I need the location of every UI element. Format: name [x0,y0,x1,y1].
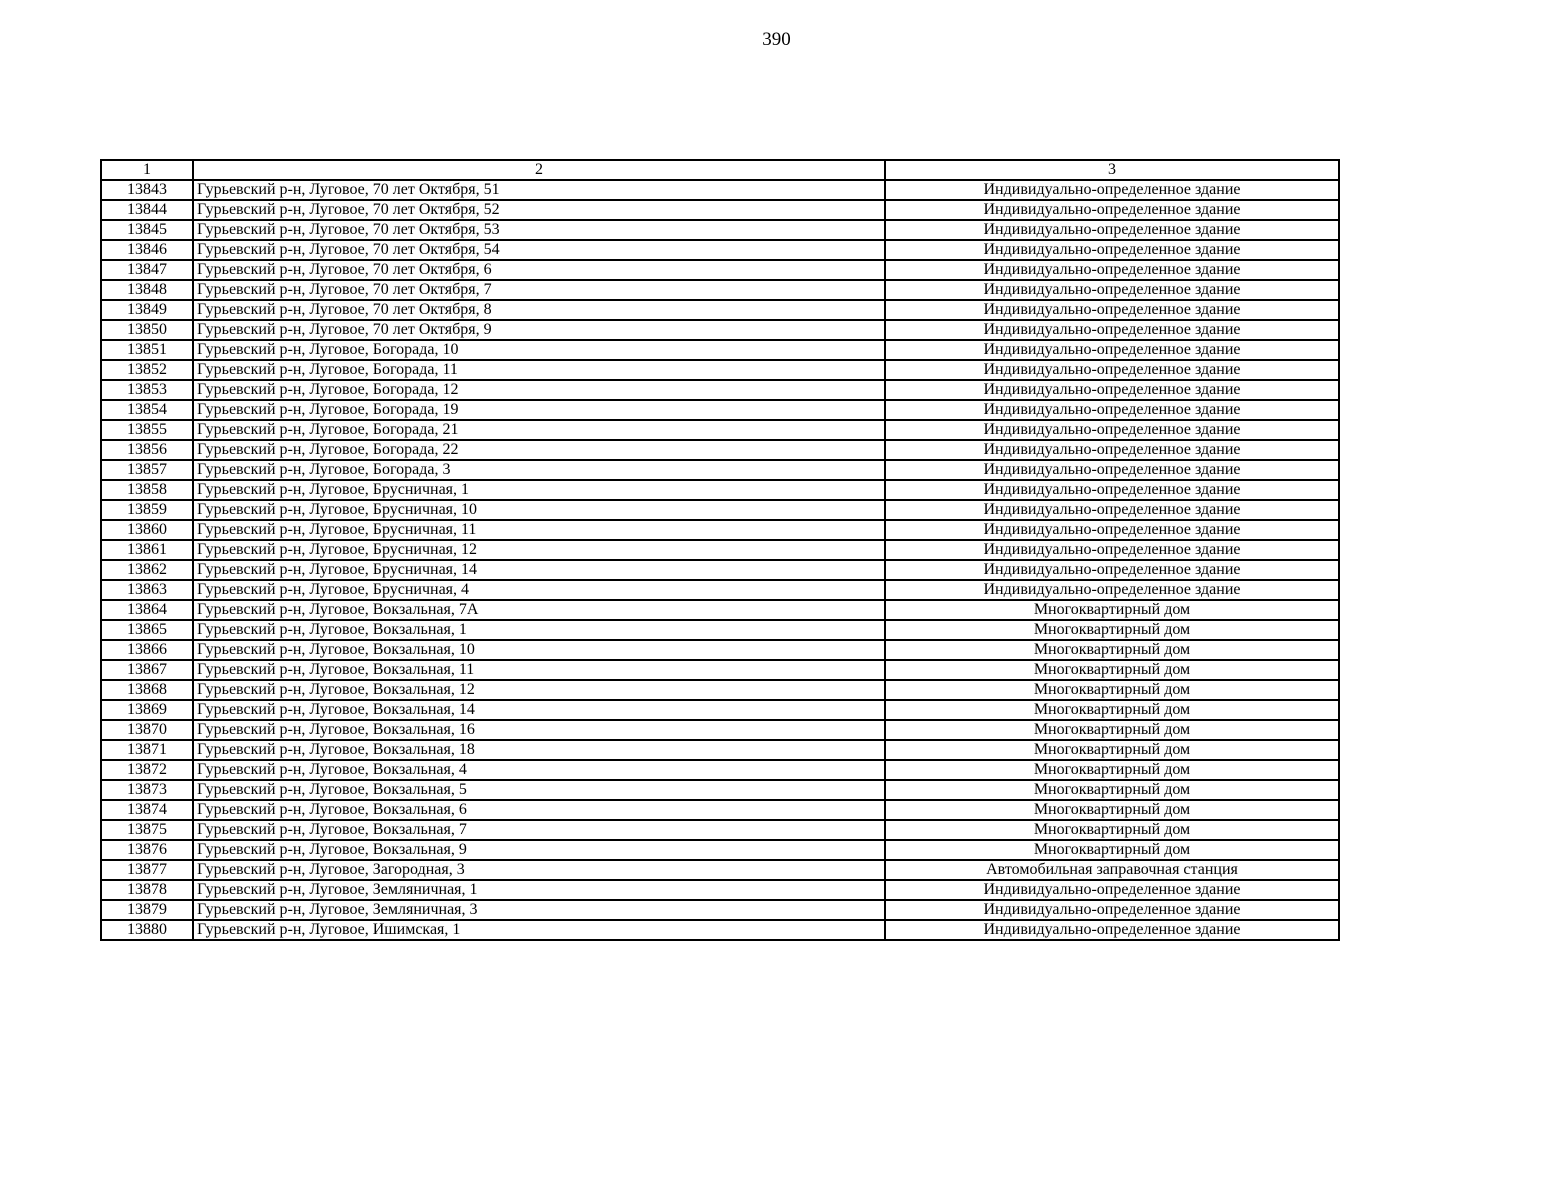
cell-address: Гурьевский р-н, Луговое, Вокзальная, 4 [193,760,885,780]
header-col-3: 3 [885,160,1339,180]
cell-object-type: Индивидуально-определенное здание [885,320,1339,340]
cell-number: 13865 [101,620,193,640]
cell-address: Гурьевский р-н, Луговое, Богорада, 12 [193,380,885,400]
table-row [101,440,1339,460]
cell-address: Гурьевский р-н, Луговое, Земляничная, 1 [193,880,885,900]
cell-address: Гурьевский р-н, Луговое, Брусничная, 14 [193,560,885,580]
cell-number: 13847 [101,260,193,280]
cell-number: 13855 [101,420,193,440]
cell-number: 13844 [101,200,193,220]
cell-address: Гурьевский р-н, Луговое, 70 лет Октября, 9 [193,320,885,340]
cell-address: Гурьевский р-н, Луговое, Вокзальная, 16 [193,720,885,740]
cell-address: Гурьевский р-н, Луговое, Богорада, 22 [193,440,885,460]
cell-number: 13879 [101,900,193,920]
cell-number: 13846 [101,240,193,260]
cell-number: 13848 [101,280,193,300]
cell-address: Гурьевский р-н, Луговое, Вокзальная, 1 [193,620,885,640]
cell-address: Гурьевский р-н, Луговое, Вокзальная, 6 [193,800,885,820]
cell-object-type: Индивидуально-определенное здание [885,220,1339,240]
cell-number: 13874 [101,800,193,820]
cell-object-type: Индивидуально-определенное здание [885,880,1339,900]
table-row [101,600,1339,620]
table-row [101,640,1339,660]
cell-number: 13851 [101,340,193,360]
cell-address: Гурьевский р-н, Луговое, 70 лет Октября, 52 [193,200,885,220]
cell-number: 13859 [101,500,193,520]
cell-address: Гурьевский р-н, Луговое, 70 лет Октября, 8 [193,300,885,320]
table-row [101,580,1339,600]
cell-address: Гурьевский р-н, Луговое, Богорада, 11 [193,360,885,380]
cell-number: 13878 [101,880,193,900]
table-row [101,860,1339,880]
cell-object-type: Многоквартирный дом [885,740,1339,760]
table-row [101,660,1339,680]
cell-address: Гурьевский р-н, Луговое, Вокзальная, 7 [193,820,885,840]
cell-object-type: Многоквартирный дом [885,660,1339,680]
cell-address: Гурьевский р-н, Луговое, Вокзальная, 5 [193,780,885,800]
cell-object-type: Многоквартирный дом [885,780,1339,800]
header-col-1: 1 [101,160,193,180]
cell-number: 13856 [101,440,193,460]
cell-address: Гурьевский р-н, Луговое, Вокзальная, 7А [193,600,885,620]
cell-object-type: Многоквартирный дом [885,760,1339,780]
table-row [101,820,1339,840]
cell-object-type: Индивидуально-определенное здание [885,400,1339,420]
cell-object-type: Индивидуально-определенное здание [885,460,1339,480]
cell-address: Гурьевский р-н, Луговое, Брусничная, 11 [193,520,885,540]
cell-address: Гурьевский р-н, Луговое, Богорада, 21 [193,420,885,440]
cell-object-type: Индивидуально-определенное здание [885,180,1339,200]
cell-address: Гурьевский р-н, Луговое, Земляничная, 3 [193,900,885,920]
cell-object-type: Индивидуально-определенное здание [885,480,1339,500]
table-row [101,380,1339,400]
cell-number: 13850 [101,320,193,340]
header-col-2: 2 [193,160,885,180]
cell-number: 13869 [101,700,193,720]
table-row [101,800,1339,820]
header-row [101,160,1339,180]
table-row [101,180,1339,200]
cell-number: 13868 [101,680,193,700]
table-row [101,360,1339,380]
cell-number: 13858 [101,480,193,500]
cell-address: Гурьевский р-н, Луговое, Брусничная, 10 [193,500,885,520]
cell-number: 13862 [101,560,193,580]
cell-object-type: Многоквартирный дом [885,720,1339,740]
cell-address: Гурьевский р-н, Луговое, Брусничная, 4 [193,580,885,600]
cell-number: 13880 [101,920,193,940]
cell-object-type: Индивидуально-определенное здание [885,920,1339,940]
cell-object-type: Индивидуально-определенное здание [885,260,1339,280]
table-row [101,760,1339,780]
cell-number: 13877 [101,860,193,880]
cell-object-type: Индивидуально-определенное здание [885,440,1339,460]
cell-object-type: Индивидуально-определенное здание [885,200,1339,220]
cell-object-type: Индивидуально-определенное здание [885,360,1339,380]
table-row [101,240,1339,260]
cell-address: Гурьевский р-н, Луговое, Вокзальная, 11 [193,660,885,680]
table-row [101,200,1339,220]
cell-number: 13843 [101,180,193,200]
cell-object-type: Индивидуально-определенное здание [885,300,1339,320]
cell-object-type: Индивидуально-определенное здание [885,520,1339,540]
cell-object-type: Автомобильная заправочная станция [885,860,1339,880]
table-row [101,460,1339,480]
cell-address: Гурьевский р-н, Луговое, Богорада, 3 [193,460,885,480]
table-row [101,700,1339,720]
cell-address: Гурьевский р-н, Луговое, Брусничная, 1 [193,480,885,500]
cell-object-type: Многоквартирный дом [885,680,1339,700]
table-row [101,480,1339,500]
table-row [101,840,1339,860]
cell-number: 13872 [101,760,193,780]
cell-address: Гурьевский р-н, Луговое, Вокзальная, 12 [193,680,885,700]
cell-number: 13864 [101,600,193,620]
cell-address: Гурьевский р-н, Луговое, 70 лет Октября, 51 [193,180,885,200]
page-number: 390 [762,29,791,50]
cell-object-type: Индивидуально-определенное здание [885,500,1339,520]
table-row [101,340,1339,360]
cell-number: 13876 [101,840,193,860]
cell-object-type: Многоквартирный дом [885,800,1339,820]
cell-number: 13860 [101,520,193,540]
cell-object-type: Многоквартирный дом [885,820,1339,840]
cell-object-type: Индивидуально-определенное здание [885,340,1339,360]
cell-address: Гурьевский р-н, Луговое, Загородная, 3 [193,860,885,880]
cell-number: 13870 [101,720,193,740]
cell-number: 13857 [101,460,193,480]
cell-address: Гурьевский р-н, Луговое, 70 лет Октября, 7 [193,280,885,300]
cell-number: 13854 [101,400,193,420]
cell-object-type: Индивидуально-определенное здание [885,380,1339,400]
cell-object-type: Индивидуально-определенное здание [885,560,1339,580]
cell-object-type: Индивидуально-определенное здание [885,580,1339,600]
table-header [101,160,1339,180]
cell-address: Гурьевский р-н, Луговое, Вокзальная, 10 [193,640,885,660]
cell-address: Гурьевский р-н, Луговое, 70 лет Октября, 6 [193,260,885,280]
table-row [101,880,1339,900]
cell-number: 13852 [101,360,193,380]
table-row [101,260,1339,280]
cell-number: 13871 [101,740,193,760]
table-row [101,520,1339,540]
cell-object-type: Индивидуально-определенное здание [885,280,1339,300]
cell-number: 13845 [101,220,193,240]
cell-number: 13875 [101,820,193,840]
cell-address: Гурьевский р-н, Луговое, 70 лет Октября, 53 [193,220,885,240]
table-row [101,220,1339,240]
table-row [101,900,1339,920]
cell-object-type: Многоквартирный дом [885,700,1339,720]
cell-number: 13863 [101,580,193,600]
table-row [101,420,1339,440]
cell-number: 13849 [101,300,193,320]
table-row [101,920,1339,940]
cell-address: Гурьевский р-н, Луговое, Вокзальная, 14 [193,700,885,720]
cell-address: Гурьевский р-н, Луговое, Брусничная, 12 [193,540,885,560]
cell-address: Гурьевский р-н, Луговое, Вокзальная, 9 [193,840,885,860]
table-row [101,720,1339,740]
table-row [101,560,1339,580]
table-row [101,620,1339,640]
cell-object-type: Индивидуально-определенное здание [885,240,1339,260]
cell-number: 13873 [101,780,193,800]
property-registry-table [100,159,1340,941]
table-row [101,280,1339,300]
table-row [101,780,1339,800]
table-body [101,180,1339,940]
cell-number: 13861 [101,540,193,560]
cell-number: 13866 [101,640,193,660]
table-row [101,400,1339,420]
cell-address: Гурьевский р-н, Луговое, Вокзальная, 18 [193,740,885,760]
cell-object-type: Многоквартирный дом [885,840,1339,860]
table-row [101,320,1339,340]
cell-number: 13853 [101,380,193,400]
cell-address: Гурьевский р-н, Луговое, Богорада, 10 [193,340,885,360]
table-row [101,300,1339,320]
cell-object-type: Многоквартирный дом [885,640,1339,660]
cell-object-type: Многоквартирный дом [885,620,1339,640]
table-row [101,540,1339,560]
table-row [101,680,1339,700]
table-row [101,740,1339,760]
cell-address: Гурьевский р-н, Луговое, Богорада, 19 [193,400,885,420]
cell-object-type: Индивидуально-определенное здание [885,420,1339,440]
cell-address: Гурьевский р-н, Луговое, Ишимская, 1 [193,920,885,940]
table-row [101,500,1339,520]
cell-address: Гурьевский р-н, Луговое, 70 лет Октября, 54 [193,240,885,260]
cell-object-type: Индивидуально-определенное здание [885,900,1339,920]
cell-object-type: Многоквартирный дом [885,600,1339,620]
cell-number: 13867 [101,660,193,680]
cell-object-type: Индивидуально-определенное здание [885,540,1339,560]
